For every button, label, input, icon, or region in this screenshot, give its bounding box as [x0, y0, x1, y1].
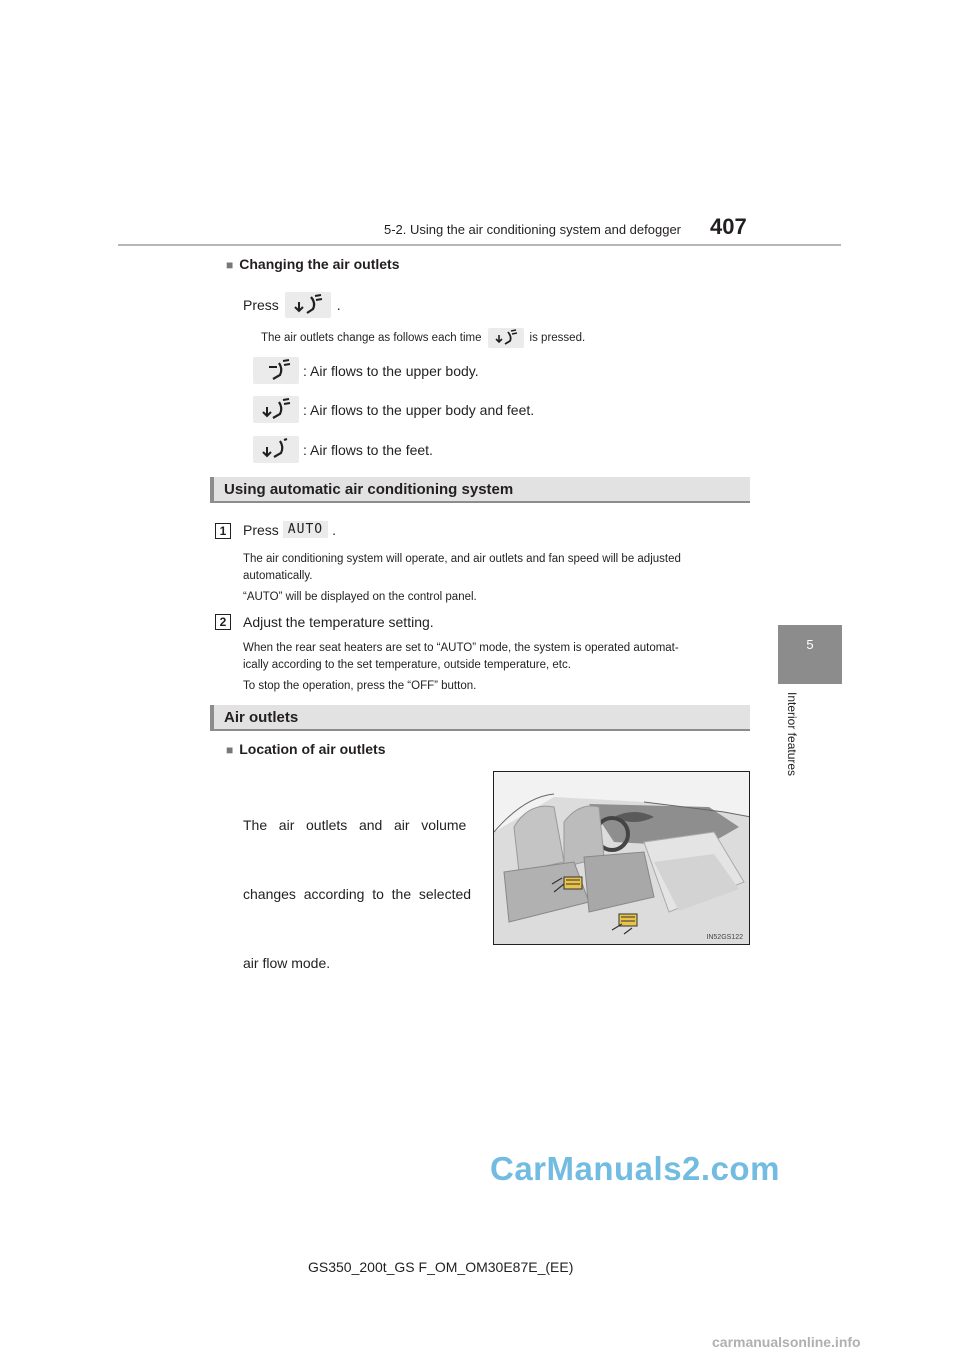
car-interior-drawing: [494, 772, 750, 945]
outlets-description: The air outlets and air volume changes according to the selected air flow mode.: [243, 817, 472, 971]
subheading-changing-outlets: ■ Changing the air outlets: [226, 256, 400, 272]
step1-note: The air conditioning system will operate, and air outlets and fan speed will be adjusted automatically. “AUTO” will be displayed on the control panel.: [243, 553, 681, 603]
step-number-2: 2: [215, 614, 231, 630]
mode-row-bilevel: : Air flows to the upper body and feet.: [253, 396, 534, 423]
figure-code: IN52GS122: [706, 934, 743, 941]
mode-button-small-icon: [488, 328, 524, 348]
chapter-number: 5: [806, 637, 814, 652]
watermark-primary: CarManuals2.com: [490, 1150, 780, 1187]
header-divider: [118, 244, 841, 246]
chapter-label: Interior features: [785, 692, 799, 777]
step-number-1: 1: [215, 523, 231, 539]
step2-text: Adjust the temperature setting.: [243, 614, 434, 630]
chapter-tab: [778, 625, 842, 684]
air-outlets-illustration: [493, 771, 750, 945]
square-bullet-icon: ■: [226, 743, 234, 757]
mode-row-feet: : Air flows to the feet.: [253, 436, 433, 463]
document-code: GS350_200t_GS F_OM_OM30E87E_(EE): [308, 1259, 574, 1275]
watermark-secondary: carmanualsonline.info: [712, 1334, 861, 1350]
mode-button-icon: [285, 292, 331, 318]
square-bullet-icon: ■: [226, 258, 234, 272]
mode-note: The air outlets change as follows each time is pressed.: [261, 328, 585, 348]
bilevel-airflow-icon: [253, 396, 299, 423]
step1-instruction: Press AUTO .: [243, 521, 336, 538]
mode-row-face: : Air flows to the upper body.: [253, 357, 479, 384]
section-header-auto: Using automatic air conditioning system: [210, 477, 750, 503]
face-airflow-icon: [253, 357, 299, 384]
section-header-outlets: Air outlets: [210, 705, 750, 731]
section-title: 5-2. Using the air conditioning system and defogger: [384, 222, 682, 237]
step2-note: When the rear seat heaters are set to “AUTO” mode, the system is operated automat- ically according to the set temperature, outside temperature, etc. To stop the operation, press the “OFF” button.: [243, 642, 679, 692]
auto-button-label: AUTO: [283, 521, 328, 538]
subheading-location-outlets: ■ Location of air outlets: [226, 741, 386, 757]
press-instruction: Press .: [243, 292, 341, 318]
feet-airflow-icon: [253, 436, 299, 463]
page-number: 407: [710, 214, 747, 239]
chapter-label-wrap: [785, 692, 799, 792]
